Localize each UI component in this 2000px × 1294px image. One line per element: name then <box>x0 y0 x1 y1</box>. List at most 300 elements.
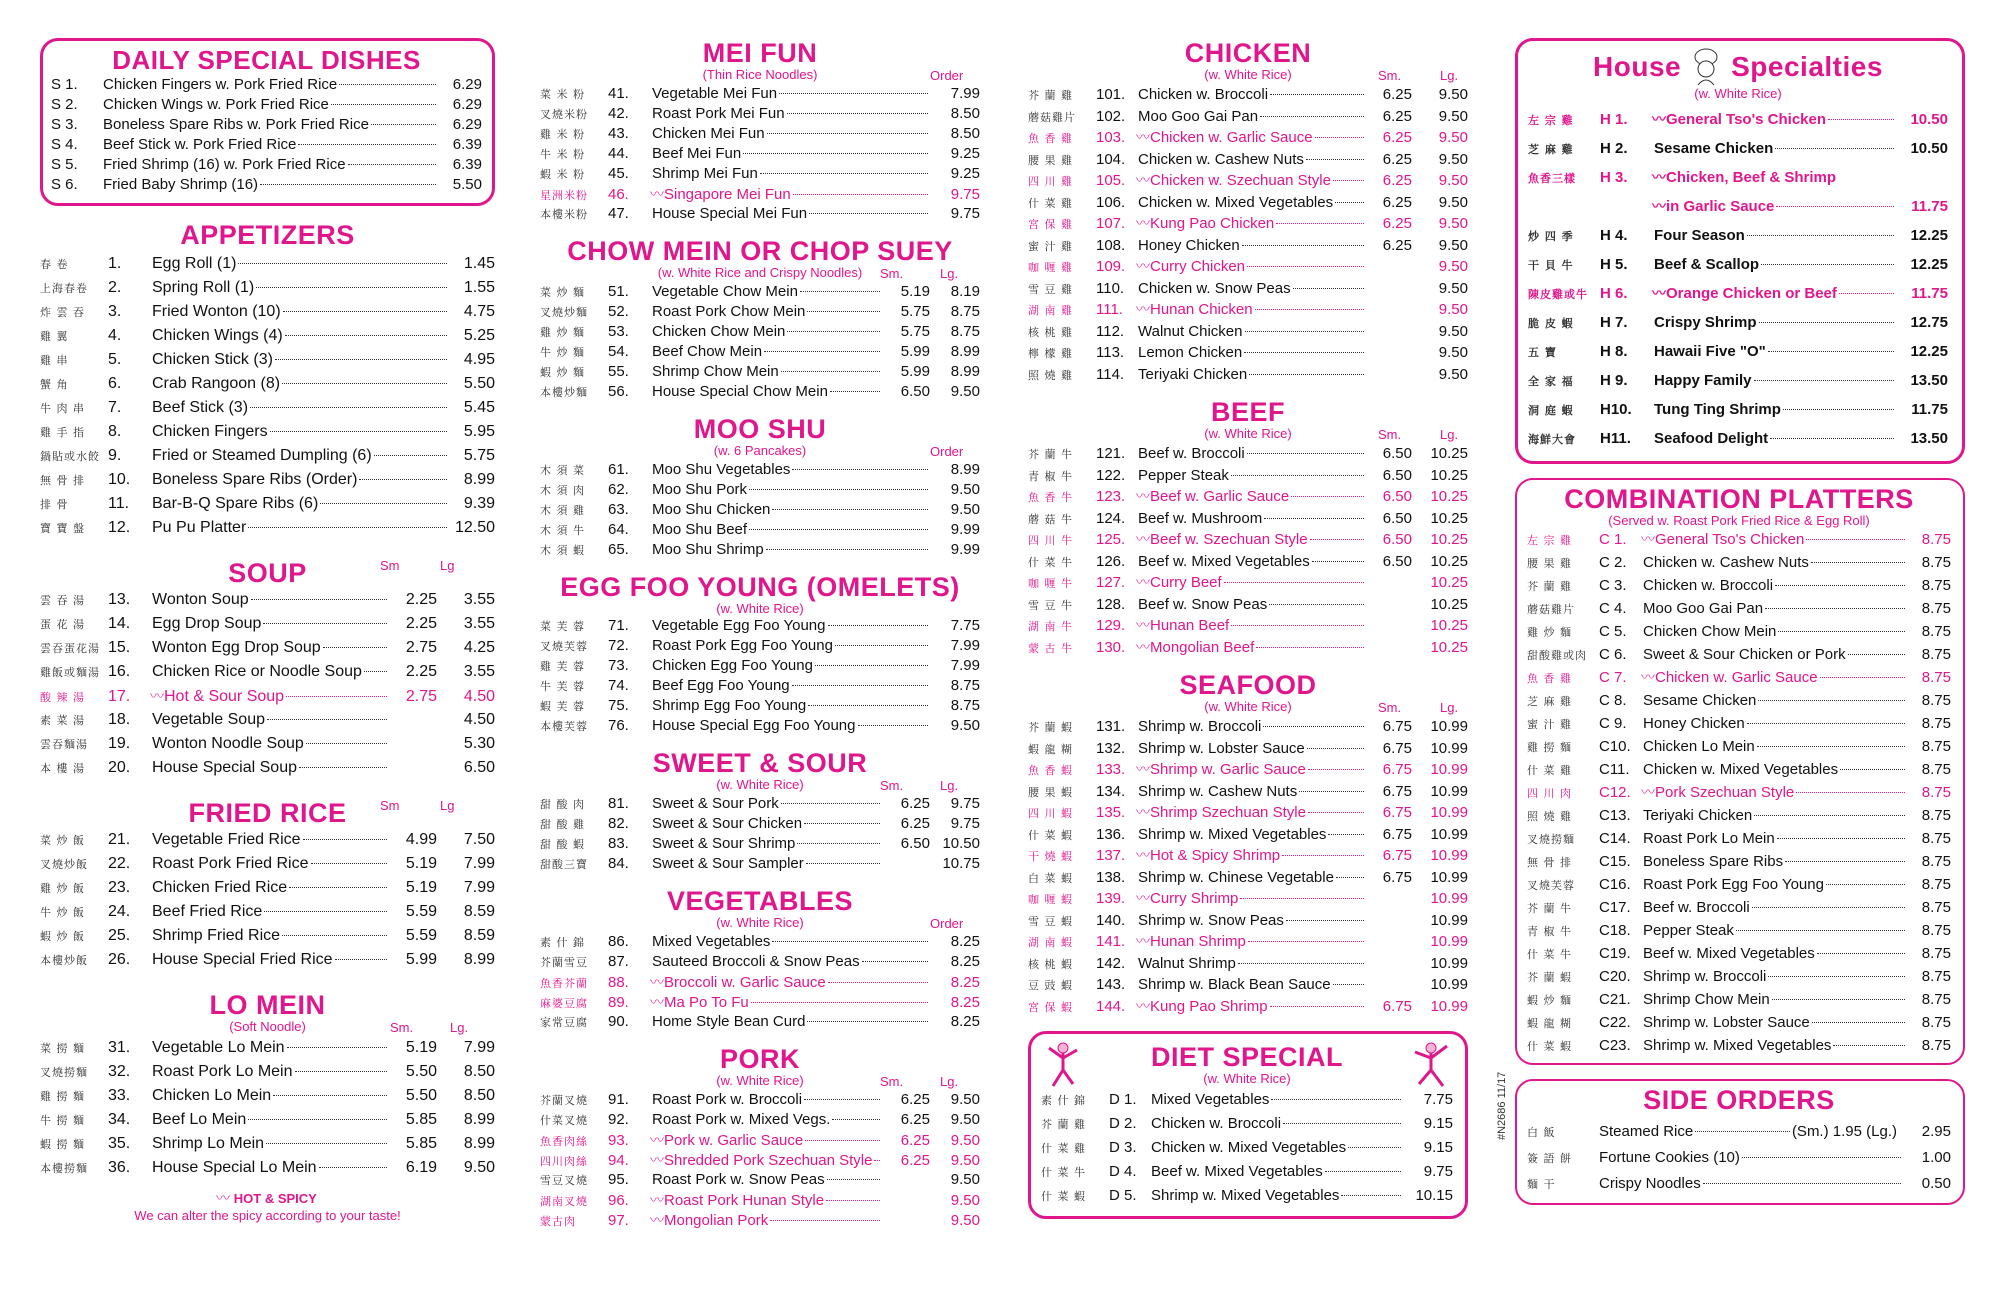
item-number: 43. <box>608 125 629 142</box>
menu-item <box>1028 443 1468 465</box>
chinese-name: 青 椒 牛 <box>1028 469 1073 483</box>
item-name: Shrimp w. Garlic Sauce <box>1150 761 1306 778</box>
price: 5.25 <box>463 327 495 344</box>
seafood-note: (w. White Rice) <box>1204 699 1292 714</box>
price-large: 9.50 <box>1438 258 1468 275</box>
item-number: C20. <box>1599 968 1631 985</box>
chinese-name: 雞 撈 麵 <box>40 1090 85 1103</box>
daily-specials-title: DAILY SPECIAL DISHES <box>112 45 421 75</box>
price-small: 6.50 <box>1382 509 1412 527</box>
price: 8.25 <box>950 933 980 950</box>
item-number: 14. <box>108 615 131 632</box>
item-number: 32. <box>108 1063 131 1080</box>
price-small: 2.25 <box>405 663 437 680</box>
leader-dots <box>1293 288 1364 289</box>
menu-item <box>540 952 980 972</box>
chinese-name: 蝦 龍 糊 <box>1527 1017 1572 1030</box>
item-number: 93. <box>608 1132 629 1149</box>
price: 6.29 <box>452 76 482 93</box>
menu-item <box>1028 486 1468 508</box>
price-large: 9.50 <box>950 1171 980 1188</box>
chinese-name: 叉燒芙蓉 <box>1527 879 1575 892</box>
item-name: Vegetable Egg Foo Young <box>652 617 826 634</box>
leader-dots <box>1333 984 1364 985</box>
item-name-cell <box>1643 1011 1907 1034</box>
item-name: Moo Shu Chicken <box>652 501 771 518</box>
column-2 <box>540 38 980 1230</box>
item-number: 7. <box>108 399 122 416</box>
price-large: 3.55 <box>463 591 495 608</box>
menu-item <box>1527 1011 1951 1034</box>
item-name-cell <box>1138 84 1366 106</box>
item-number: 53. <box>608 323 629 340</box>
price: 9.75 <box>1423 1163 1453 1180</box>
menu-item <box>40 684 495 708</box>
item-number: H11. <box>1600 430 1631 447</box>
leader-dots <box>772 941 928 942</box>
chinese-name: 照 燒 雞 <box>1028 368 1073 382</box>
chinese-name: 酸 辣 湯 <box>40 691 85 704</box>
chinese-name: 蘑菇雞片 <box>1527 603 1575 616</box>
item-number: S 2. <box>51 96 78 113</box>
item-name-cell <box>652 164 930 184</box>
side-orders-title: SIDE ORDERS <box>1643 1085 1835 1115</box>
item-number: C14. <box>1599 830 1631 847</box>
menu-item <box>40 1132 495 1156</box>
menu-item <box>540 480 980 500</box>
chinese-name: 腰 果 雞 <box>1527 557 1572 570</box>
item-name-cell <box>1643 827 1907 850</box>
menu-item <box>40 900 495 924</box>
item-number: 16. <box>108 663 131 680</box>
chili-icon: 〰 <box>1641 669 1655 685</box>
pork-title: PORK <box>719 1044 800 1074</box>
menu-item <box>1527 712 1951 735</box>
item-number: C 7. <box>1599 669 1627 686</box>
price-large: 7.50 <box>463 831 495 848</box>
menu-item <box>1028 594 1468 616</box>
item-name: Moo Shu Shrimp <box>652 541 764 558</box>
chinese-name: 雲吞蛋花湯 <box>40 642 100 655</box>
price-small: 5.59 <box>405 903 437 920</box>
price: 13.50 <box>1910 430 1948 447</box>
chinese-name: 蟹 角 <box>40 378 69 391</box>
leader-dots <box>260 184 436 185</box>
price-large: 9.50 <box>950 1152 980 1169</box>
menu-item <box>40 852 495 876</box>
price-large: 10.99 <box>1430 997 1468 1015</box>
chinese-name: 芥 蘭 蝦 <box>1028 721 1073 734</box>
item-name-cell <box>652 794 882 814</box>
item-number: 141. <box>1096 933 1126 950</box>
menu-item <box>540 1170 980 1190</box>
price-large: 8.50 <box>463 1063 495 1080</box>
item-name: Spring Roll (1) <box>152 279 255 296</box>
item-name-cell <box>652 932 930 952</box>
chinese-name: 麻婆豆腐 <box>540 997 588 1010</box>
price-small: 6.50 <box>900 383 930 400</box>
item-number: C13. <box>1599 807 1631 824</box>
print-code: #N2686 11/17 <box>1496 1071 1508 1140</box>
item-name: Vegetable Mei Fun <box>652 85 778 102</box>
item-name: Bar-B-Q Spare Ribs (6) <box>152 495 319 512</box>
item-number: C 6. <box>1599 646 1627 663</box>
chinese-name: 雞 翼 <box>40 330 69 343</box>
price: 8.75 <box>1921 600 1951 617</box>
item-number: 56. <box>608 383 629 400</box>
menu-item <box>1527 850 1951 873</box>
leader-dots <box>1333 180 1364 181</box>
price: 1.45 <box>463 255 495 272</box>
item-number: 74. <box>608 677 629 694</box>
chinese-name: 魚香三樣 <box>1528 172 1576 185</box>
menu-item <box>1528 105 1948 134</box>
leader-dots <box>1747 235 1894 236</box>
item-number: 125. <box>1096 531 1126 548</box>
mei-fun-title: MEI FUN <box>702 38 818 68</box>
item-number: 88. <box>608 974 629 991</box>
combination-platters-note: (Served w. Roast Pork Fried Rice & Egg Roll) <box>1608 513 1870 528</box>
chef-icon <box>1689 47 1723 87</box>
price-large: 10.99 <box>1430 976 1468 993</box>
menu-item <box>1028 106 1468 128</box>
leader-dots <box>1260 116 1364 117</box>
leader-dots <box>374 455 447 456</box>
item-number: 64. <box>608 521 629 538</box>
item-number: 36. <box>108 1159 131 1176</box>
chinese-name: 什 菜 牛 <box>1041 1166 1086 1179</box>
chinese-name: 牛 炒 麵 <box>540 346 585 359</box>
price-large: 3.55 <box>463 615 495 632</box>
menu-item <box>540 1150 980 1170</box>
item-name-cell <box>652 656 930 676</box>
chinese-name: 什菜叉燒 <box>540 1114 588 1127</box>
beef-section <box>1028 397 1468 658</box>
item-name: Roast Pork Chow Mein <box>652 303 806 320</box>
chili-icon: 〰 <box>650 994 664 1010</box>
price: 4.75 <box>463 303 495 320</box>
item-name: Beef w. Snow Peas <box>1138 595 1268 613</box>
chinese-name: 魚香肉絲 <box>540 1135 588 1148</box>
diet-special-note: (w. White Rice) <box>1203 1071 1291 1086</box>
item-number: 81. <box>608 795 629 812</box>
leader-dots <box>828 982 928 983</box>
price: 7.99 <box>950 657 980 674</box>
price-large: 8.59 <box>463 927 495 944</box>
chinese-name: 菜 炒 飯 <box>40 834 85 847</box>
chicken-list <box>1028 84 1468 385</box>
menu-item <box>1028 299 1468 321</box>
menu-item <box>1527 551 1951 574</box>
item-name: Shrimp w. Mixed Vegetables <box>1151 1187 1340 1204</box>
item-name: Shrimp w. Mixed Vegetables <box>1138 825 1327 843</box>
price: 8.50 <box>950 105 980 122</box>
price-small: 6.25 <box>1382 129 1412 146</box>
item-name-cell <box>1138 996 1366 1018</box>
item-number: 26. <box>108 951 131 968</box>
item-name-cell <box>1654 250 1896 279</box>
price: 12.25 <box>1910 343 1948 360</box>
leader-dots <box>764 351 880 352</box>
item-name-cell <box>1138 637 1366 659</box>
price: 11.75 <box>1911 285 1948 302</box>
chinese-name: 洞 庭 蝦 <box>1528 404 1574 417</box>
menu-item <box>40 732 495 756</box>
item-name-cell <box>1138 802 1366 824</box>
leader-dots <box>282 383 447 384</box>
chinese-name: 蛋 花 湯 <box>40 618 85 631</box>
leader-dots <box>874 1160 880 1161</box>
item-name-cell <box>1138 974 1366 996</box>
item-number: 15. <box>108 639 131 656</box>
price-large: 9.50 <box>1438 215 1468 232</box>
price-small: 5.19 <box>405 879 437 896</box>
chinese-name: 星洲米粉 <box>540 189 588 202</box>
leader-dots <box>1263 726 1364 727</box>
hot-spicy-note: We can alter the spicy according to your taste! <box>134 1208 401 1223</box>
item-name: Beef Lo Mein <box>152 1111 247 1128</box>
leader-dots <box>797 843 880 844</box>
vegetables-note: (w. White Rice) <box>716 915 804 930</box>
item-number: 41. <box>608 85 629 102</box>
chinese-name: 素 什 錦 <box>540 936 585 949</box>
item-name: Vegetable Fried Rice <box>152 831 301 848</box>
item-name-cell <box>1138 888 1366 910</box>
item-number: C16. <box>1599 876 1631 893</box>
item-name-cell <box>152 876 389 900</box>
item-name-cell <box>152 1036 389 1060</box>
price: 7.75 <box>1423 1091 1453 1108</box>
price-large: 7.99 <box>463 879 495 896</box>
price-large: 4.50 <box>463 711 495 728</box>
menu-item <box>1528 366 1948 395</box>
menu-item <box>1028 931 1468 953</box>
item-name: Hot & Sour Soup <box>164 688 285 705</box>
menu-item <box>1527 689 1951 712</box>
item-name-cell <box>1138 486 1366 508</box>
chinese-name: 宮 保 蝦 <box>1028 1000 1073 1014</box>
price-small: 6.50 <box>1382 488 1412 505</box>
chinese-name: 牛 米 粉 <box>540 148 585 161</box>
item-number: D 4. <box>1109 1163 1137 1180</box>
chinese-name: 什 菜 蝦 <box>1527 1040 1572 1053</box>
item-name: Fried Wonton (10) <box>152 303 281 320</box>
lo-mein-section <box>40 990 495 1180</box>
menu-item <box>40 324 495 348</box>
menu-item <box>1028 149 1468 171</box>
item-number: 138. <box>1096 868 1126 886</box>
item-number: 65. <box>608 541 629 558</box>
item-name-cell <box>1138 256 1366 278</box>
price-small: 6.25 <box>1382 193 1412 211</box>
item-number: C 3. <box>1599 577 1627 594</box>
house-specialties-title-a: House <box>1593 51 1682 82</box>
menu-item <box>540 814 980 834</box>
item-number: H 3. <box>1600 169 1628 186</box>
chinese-name: 蝦 炒 飯 <box>40 930 85 943</box>
item-name: Kung Pao Shrimp <box>1150 997 1268 1015</box>
chinese-name: 本樓炒麵 <box>540 386 588 399</box>
leader-dots <box>264 911 387 912</box>
item-number: 124. <box>1096 509 1126 527</box>
item-number: 23. <box>108 879 131 896</box>
item-name: Orange Chicken or Beef <box>1666 285 1837 302</box>
menu-item <box>1528 395 1948 424</box>
chinese-name: 左 宗 雞 <box>1527 534 1572 547</box>
price-large: 10.99 <box>1430 911 1468 929</box>
item-number: 62. <box>608 481 629 498</box>
item-number: C 1. <box>1599 531 1627 548</box>
price-large: 9.50 <box>950 1132 980 1149</box>
item-name: Sweet & Sour Pork <box>652 795 779 812</box>
menu-item <box>1528 250 1948 279</box>
chinese-name: 蜜 汁 雞 <box>1028 239 1073 253</box>
chinese-name: 核 桃 雞 <box>1028 325 1073 339</box>
chili-icon: 〰 <box>1641 531 1655 547</box>
item-name-cell <box>652 854 882 874</box>
dancer-icon <box>1409 1040 1453 1088</box>
leader-dots <box>1256 647 1364 648</box>
leader-dots <box>1270 1006 1364 1007</box>
leader-dots <box>1325 1171 1401 1172</box>
menu-item <box>40 1036 495 1060</box>
chinese-name: 蝦 炒 麵 <box>540 366 585 379</box>
price-large: 9.75 <box>950 795 980 812</box>
item-number: C23. <box>1599 1037 1631 1054</box>
seafood-title: SEAFOOD <box>1179 670 1317 700</box>
chinese-name: 本樓芙蓉 <box>540 720 588 733</box>
menu-item <box>540 460 980 480</box>
price: 7.99 <box>950 85 980 102</box>
size-label: (Sm.) <box>1791 1123 1829 1140</box>
item-number: D 1. <box>1109 1091 1137 1108</box>
leader-dots <box>1758 700 1905 701</box>
leader-dots <box>858 725 929 726</box>
menu-item <box>1028 235 1468 257</box>
price-large: 9.50 <box>1438 344 1468 361</box>
chinese-name: 雞 炒 麵 <box>540 326 585 339</box>
item-name-cell <box>652 952 930 972</box>
menu-item <box>40 708 495 732</box>
item-name-cell <box>1654 395 1896 424</box>
chinese-name: 芥 蘭 牛 <box>1527 902 1572 915</box>
menu-item <box>1527 1145 1951 1171</box>
chinese-name: 四川肉絲 <box>540 1155 588 1168</box>
price-large: 10.99 <box>1430 825 1468 843</box>
menu-item <box>1028 759 1468 781</box>
item-name: Chicken Stick (3) <box>152 351 273 368</box>
chinese-name: 雞 撈 麵 <box>1527 741 1572 754</box>
menu-item <box>1527 620 1951 643</box>
menu-item <box>1527 666 1951 689</box>
menu-item <box>1028 529 1468 551</box>
chili-icon: 〰 <box>1136 301 1150 317</box>
menu-item <box>1028 192 1468 214</box>
leader-dots <box>1759 322 1894 323</box>
price: 8.75 <box>1921 669 1951 686</box>
menu-item <box>40 948 495 972</box>
leader-dots <box>1283 1123 1401 1124</box>
leader-dots <box>1811 562 1905 563</box>
item-number: 83. <box>608 835 629 852</box>
menu-item <box>40 372 495 396</box>
chicken-title: CHICKEN <box>1184 38 1312 68</box>
item-number: 113. <box>1096 344 1125 361</box>
item-name-cell <box>152 300 449 324</box>
menu-item <box>1528 424 1948 453</box>
item-name: Shrimp Egg Foo Young <box>652 697 807 714</box>
item-number: S 1. <box>51 76 78 93</box>
item-number: 122. <box>1096 466 1126 484</box>
item-number: 142. <box>1096 954 1126 972</box>
item-name: Sweet & Sour Chicken or Pork <box>1643 646 1846 663</box>
chow-mein-title: CHOW MEIN OR CHOP SUEY <box>567 236 953 266</box>
leader-dots <box>787 331 880 332</box>
menu-item <box>1028 465 1468 487</box>
leader-dots <box>1249 374 1364 375</box>
leader-dots <box>1245 331 1365 332</box>
chinese-name: 什 菜 雞 <box>1527 764 1572 777</box>
chinese-name: 雪 豆 雞 <box>1028 282 1073 296</box>
item-number: 144. <box>1096 997 1126 1015</box>
leader-dots <box>319 1167 387 1168</box>
chinese-name: 炸 雲 吞 <box>40 306 85 319</box>
price: 8.75 <box>1921 761 1951 778</box>
item-name-cell <box>652 184 930 205</box>
price: 8.75 <box>1921 807 1951 824</box>
item-name: Chicken w. Szechuan Style <box>1150 172 1331 189</box>
price: 8.75 <box>1921 830 1951 847</box>
item-name-cell <box>152 852 389 876</box>
leader-dots <box>804 823 880 824</box>
leader-dots <box>781 371 880 372</box>
leader-dots <box>1848 654 1905 655</box>
chinese-name: 牛 芙 蓉 <box>540 680 585 693</box>
side-orders-list <box>1527 1119 1951 1197</box>
menu-item <box>40 828 495 852</box>
chili-icon: 〰 <box>1136 933 1150 949</box>
price-large: 8.75 <box>950 323 980 340</box>
chinese-name: 雲吞麵湯 <box>40 738 88 751</box>
chili-icon: 〰 <box>1136 804 1150 820</box>
item-name-cell <box>152 684 389 709</box>
leader-dots <box>248 527 447 528</box>
price-large: 9.50 <box>950 1091 980 1108</box>
item-name-cell <box>1151 1112 1403 1136</box>
menu-item <box>540 794 980 814</box>
item-number: S 4. <box>51 136 78 153</box>
leader-dots <box>1783 409 1894 410</box>
chinese-name: 雞 串 <box>40 354 69 367</box>
price-large: 10.25 <box>1430 531 1468 548</box>
item-number: 45. <box>608 165 629 182</box>
item-number: C 9. <box>1599 715 1627 732</box>
leader-dots <box>295 1071 387 1072</box>
item-name-cell <box>1643 896 1907 919</box>
item-name: Beef Stick w. Pork Fried Rice <box>103 136 297 153</box>
price-large: 9.50 <box>950 383 980 400</box>
leader-dots <box>1806 539 1905 540</box>
item-name: Fried Baby Shrimp (16) <box>103 176 259 193</box>
item-name: House Special Fried Rice <box>152 951 333 968</box>
item-number: 90. <box>608 1013 629 1030</box>
daily-specials-box <box>40 38 495 206</box>
item-name: Chicken Fingers <box>152 423 268 440</box>
item-name-cell <box>652 972 930 993</box>
item-name-cell <box>652 302 882 322</box>
menu-item <box>1028 888 1468 910</box>
leader-dots <box>251 599 387 600</box>
